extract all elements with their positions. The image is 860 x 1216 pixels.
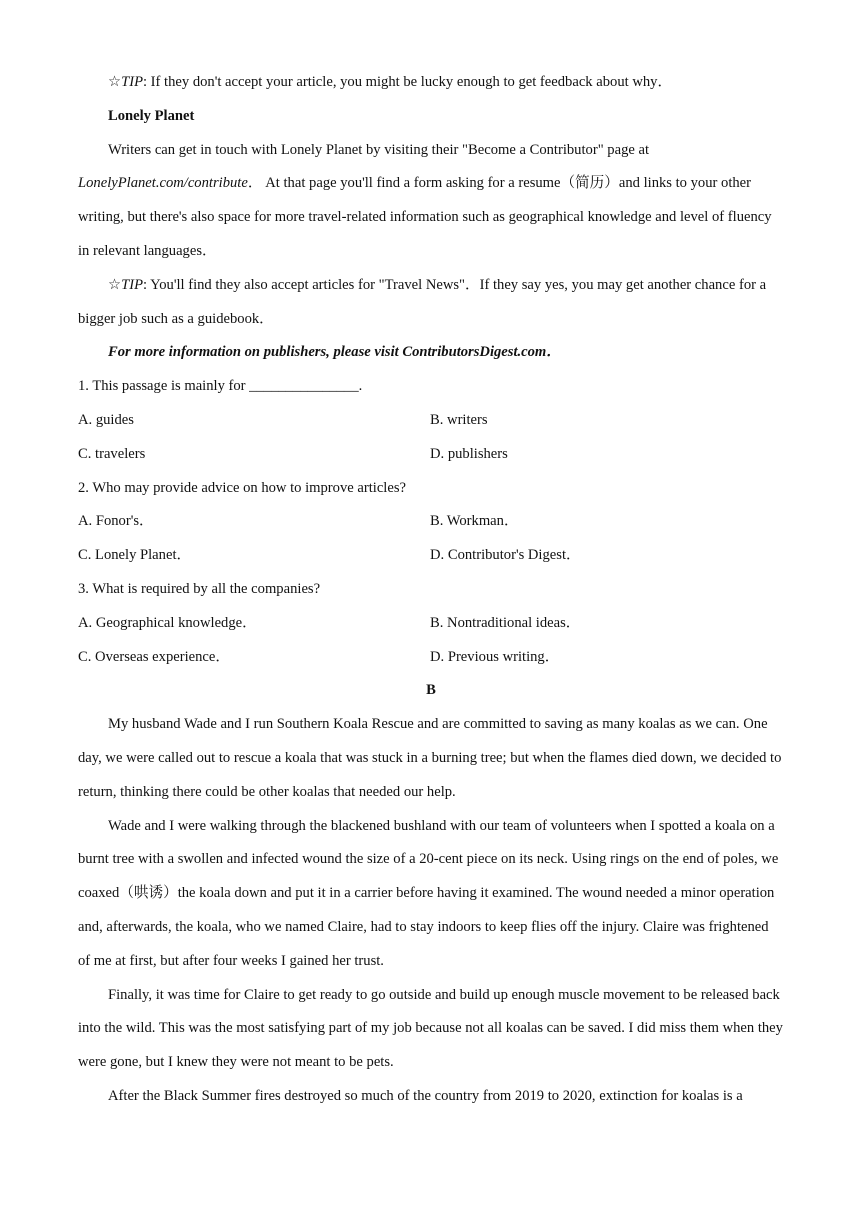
star-icon: ☆ xyxy=(108,276,122,293)
star-icon: ☆ xyxy=(108,74,122,90)
tip-2 xyxy=(78,269,784,337)
option-b: B. Nontraditional ideas． xyxy=(430,614,581,631)
lonely-planet-text-2: ． At that page you'll find a form asking for a resume（简历）and links to your other writing, but there's also space for more travel-related information such as geographical knowledge and level of fluency in relevant languages． xyxy=(78,175,772,259)
options-row xyxy=(78,505,784,539)
options-row xyxy=(78,607,784,641)
section-b-heading: B xyxy=(426,682,436,699)
tip-text: : If they don't accept your article, you might be lucky enough to get feedback about why． xyxy=(142,74,673,90)
question-stem: 1. This passage is mainly for _______________. xyxy=(78,378,363,395)
option-a: A. guides xyxy=(78,411,134,428)
question-stem: 2. Who may provide advice on how to improve articles? xyxy=(78,479,406,496)
question-stem: 3. What is required by all the companies? xyxy=(78,580,321,597)
option-a: A. Fonor's． xyxy=(78,513,154,530)
passage-b-paragraph-4: After the Black Summer fires destroyed so much of the country from 2019 to 2020, extinction for koalas is a xyxy=(108,1087,743,1104)
lonely-planet-paragraph xyxy=(78,134,784,269)
question-3 xyxy=(78,573,784,674)
lonely-planet-text-1: Writers can get in touch with Lonely Planet by visiting their "Become a Contributor" page at xyxy=(108,141,650,158)
options-row xyxy=(78,641,784,675)
lonely-planet-link: LonelyPlanet.com/contribute xyxy=(78,175,248,192)
more-info-line: For more information on publishers, please visit ContributorsDigest.com． xyxy=(108,344,561,361)
question-1 xyxy=(78,370,784,471)
option-b: B. writers xyxy=(430,411,488,428)
tip-1 xyxy=(78,66,784,100)
option-d: D. publishers xyxy=(430,445,508,462)
question-2 xyxy=(78,472,784,573)
tip-label: TIP xyxy=(121,74,143,90)
document-page xyxy=(78,66,784,1114)
passage-b-paragraph-2: Wade and I were walking through the blackened bushland with our team of volunteers when I spotted a koala on a burnt tree with a swollen and infected wound the size of a 20-cent piece on its neck. Using rings on the end of poles, we coaxed（哄诱）the koala down and put it in a carrier before having it examined. The wound needed a minor operation and, afterwards, the koala, who we named Claire, had to stay indoors to keep flies off the injury. Claire was frightened of me at first, but after four weeks I gained her trust. xyxy=(78,817,779,969)
tip-label: TIP xyxy=(121,276,143,293)
option-d: D. Previous writing． xyxy=(430,648,560,665)
lonely-planet-heading: Lonely Planet xyxy=(108,107,195,124)
option-c: C. travelers xyxy=(78,445,146,462)
passage-b-paragraph-3: Finally, it was time for Claire to get ready to go outside and build up enough muscle movement to be released back into the wild. This was the most satisfying part of my job because not all koalas can be saved. I did miss them when they were gone, but I knew they were not meant to be pets. xyxy=(78,986,783,1071)
option-b: B. Workman． xyxy=(430,513,519,530)
option-d: D. Contributor's Digest． xyxy=(430,547,581,564)
option-a: A. Geographical knowledge． xyxy=(78,614,257,631)
tip-text: : You'll find they also accept articles for "Travel News"．If they say yes, you may get another chance for a bigger job such as a guidebook． xyxy=(78,276,767,327)
options-row xyxy=(78,438,784,472)
options-row xyxy=(78,404,784,438)
options-row xyxy=(78,539,784,573)
option-c: C. Overseas experience． xyxy=(78,648,230,665)
passage-b-paragraph-1: My husband Wade and I run Southern Koala Rescue and are committed to saving as many koalas as we can. One day, we were called out to rescue a koala that was stuck in a burning tree; but when the flames died down, we decided to return, thinking there could be other koalas that needed our help. xyxy=(78,716,782,800)
option-c: C. Lonely Planet． xyxy=(78,547,192,564)
